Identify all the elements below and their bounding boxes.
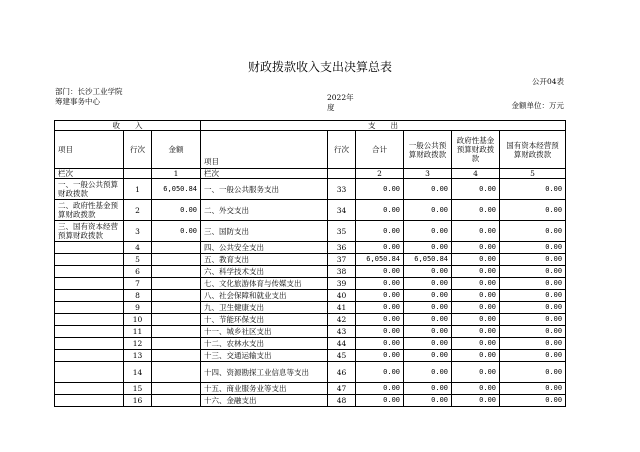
total-amount: 0.00: [356, 338, 404, 350]
total-amount: 0.00: [356, 266, 404, 278]
table-row: [55, 200, 566, 221]
total-amount: 6,050.84: [356, 254, 404, 266]
income-amount: [152, 383, 201, 395]
state-capital-amount: 0.00: [500, 338, 566, 350]
expense-row-no: 43: [328, 326, 356, 338]
table-row: [55, 362, 566, 383]
expense-item: 二、外交支出: [201, 200, 328, 221]
general-budget-amount: 0.00: [404, 266, 452, 278]
total-amount: 0.00: [356, 278, 404, 290]
income-row-no: 2: [124, 200, 152, 221]
income-item: [55, 350, 124, 362]
income-amount: [152, 302, 201, 314]
general-budget-amount: 0.00: [404, 302, 452, 314]
expense-row-no: 36: [328, 242, 356, 254]
state-capital-amount: 0.00: [500, 242, 566, 254]
income-item: [55, 326, 124, 338]
index-expense-label: 栏次: [201, 169, 328, 179]
income-amount: [152, 350, 201, 362]
fund-budget-amount: 0.00: [452, 179, 500, 200]
general-budget-amount: 6,050.84: [404, 254, 452, 266]
total-amount: 0.00: [356, 290, 404, 302]
fund-budget-amount: 0.00: [452, 266, 500, 278]
expense-item: 九、卫生健康支出: [201, 302, 328, 314]
income-amount: 0.00: [152, 221, 201, 242]
state-capital-amount: 0.00: [500, 254, 566, 266]
table-row: [55, 254, 566, 266]
income-amount: [152, 395, 201, 407]
expense-item: 七、文化旅游体育与传媒支出: [201, 278, 328, 290]
expense-item: 三、国防支出: [201, 221, 328, 242]
fund-budget-amount: 0.00: [452, 200, 500, 221]
table-row: [55, 350, 566, 362]
income-amount: 6,050.84: [152, 179, 201, 200]
income-amount: [152, 290, 201, 302]
income-amount: [152, 278, 201, 290]
index-col-1: 1: [152, 169, 201, 179]
income-item: [55, 383, 124, 395]
state-capital-amount: 0.00: [500, 221, 566, 242]
index-col-3: 3: [404, 169, 452, 179]
table-row: [55, 338, 566, 350]
general-budget-amount: 0.00: [404, 179, 452, 200]
income-row-no-header: 行次: [124, 131, 152, 169]
general-budget-header: 一般公共预算财政拨款: [404, 131, 452, 169]
total-amount: 0.00: [356, 350, 404, 362]
income-row-no: 4: [124, 242, 152, 254]
expense-group-header: 支 出: [201, 121, 566, 131]
group-header-row: [55, 121, 566, 131]
income-item: [55, 314, 124, 326]
expense-row-no: 38: [328, 266, 356, 278]
general-budget-amount: 0.00: [404, 338, 452, 350]
income-item: [55, 242, 124, 254]
expense-item: 十四、资源勘探工业信息等支出: [201, 362, 328, 383]
fund-budget-amount: 0.00: [452, 395, 500, 407]
fiscal-year: 2022年度: [327, 93, 354, 112]
table-row: [55, 242, 566, 254]
expense-item: 十六、金融支出: [201, 395, 328, 407]
state-capital-amount: 0.00: [500, 278, 566, 290]
sheet-number: 公开04表: [531, 77, 564, 86]
total-amount: 0.00: [356, 383, 404, 395]
income-row-no: 6: [124, 266, 152, 278]
table-row: [55, 266, 566, 278]
fund-budget-amount: 0.00: [452, 383, 500, 395]
income-amount-header: 金额: [152, 131, 201, 169]
fund-budget-amount: 0.00: [452, 254, 500, 266]
fund-budget-header: 政府性基金预算财政拨款: [452, 131, 500, 169]
general-budget-amount: 0.00: [404, 314, 452, 326]
income-amount: [152, 314, 201, 326]
fund-budget-amount: 0.00: [452, 350, 500, 362]
index-row: [55, 169, 566, 179]
general-budget-amount: 0.00: [404, 383, 452, 395]
column-header-row: [55, 131, 566, 169]
expense-item: 一、一般公共服务支出: [201, 179, 328, 200]
table-row: [55, 278, 566, 290]
income-group-header: 收 入: [55, 121, 201, 131]
expense-item-header: 项目: [201, 131, 328, 169]
expense-item: 十五、商业服务业等支出: [201, 383, 328, 395]
general-budget-amount: 0.00: [404, 395, 452, 407]
total-amount: 0.00: [356, 302, 404, 314]
table-row: [55, 383, 566, 395]
state-capital-amount: 0.00: [500, 362, 566, 383]
index-col-5: 5: [500, 169, 566, 179]
report-title: 财政拨款收入支出决算总表: [247, 60, 392, 74]
general-budget-amount: 0.00: [404, 221, 452, 242]
expense-row-no: 41: [328, 302, 356, 314]
table-row: [55, 290, 566, 302]
income-amount: [152, 326, 201, 338]
table-row: [55, 326, 566, 338]
income-item: [55, 395, 124, 407]
table-row: [55, 302, 566, 314]
fund-budget-amount: 0.00: [452, 221, 500, 242]
income-row-no: 14: [124, 362, 152, 383]
fund-budget-amount: 0.00: [452, 290, 500, 302]
income-row-no: 5: [124, 254, 152, 266]
expense-item: 八、社会保障和就业支出: [201, 290, 328, 302]
state-capital-amount: 0.00: [500, 290, 566, 302]
state-capital-amount: 0.00: [500, 350, 566, 362]
income-row-no: 1: [124, 179, 152, 200]
expense-row-no: 37: [328, 254, 356, 266]
amount-unit: 金额单位：万元: [511, 101, 564, 110]
table-row: [55, 395, 566, 407]
fund-budget-amount: 0.00: [452, 338, 500, 350]
income-row-no: 15: [124, 383, 152, 395]
income-item: 一、一般公共预算财政拨款: [55, 179, 124, 200]
total-amount: 0.00: [356, 179, 404, 200]
income-row-no: 9: [124, 302, 152, 314]
income-amount: [152, 266, 201, 278]
income-item: [55, 290, 124, 302]
expense-row-no: 46: [328, 362, 356, 383]
expense-row-no: 45: [328, 350, 356, 362]
income-item: 二、政府性基金预算财政拨款: [55, 200, 124, 221]
expense-row-no: 48: [328, 395, 356, 407]
fund-budget-amount: 0.00: [452, 326, 500, 338]
income-row-no: 12: [124, 338, 152, 350]
expense-item: 四、公共安全支出: [201, 242, 328, 254]
expense-row-no: 33: [328, 179, 356, 200]
income-amount: [152, 362, 201, 383]
expense-row-no: 35: [328, 221, 356, 242]
fund-budget-amount: 0.00: [452, 302, 500, 314]
expense-item: 五、教育支出: [201, 254, 328, 266]
total-amount: 0.00: [356, 362, 404, 383]
expense-row-no-header: 行次: [328, 131, 356, 169]
general-budget-amount: 0.00: [404, 350, 452, 362]
income-item: [55, 254, 124, 266]
income-amount: [152, 254, 201, 266]
general-budget-amount: 0.00: [404, 200, 452, 221]
table-row: [55, 314, 566, 326]
table-row: [55, 179, 566, 200]
income-amount: 0.00: [152, 200, 201, 221]
state-capital-amount: 0.00: [500, 200, 566, 221]
income-row-no: 16: [124, 395, 152, 407]
general-budget-amount: 0.00: [404, 290, 452, 302]
income-amount: [152, 338, 201, 350]
income-row-no: 13: [124, 350, 152, 362]
income-item: [55, 362, 124, 383]
state-capital-amount: 0.00: [500, 395, 566, 407]
fund-budget-amount: 0.00: [452, 314, 500, 326]
income-item: [55, 266, 124, 278]
expense-row-no: 44: [328, 338, 356, 350]
expense-item: 十三、交通运输支出: [201, 350, 328, 362]
state-capital-amount: 0.00: [500, 266, 566, 278]
fund-budget-amount: 0.00: [452, 278, 500, 290]
total-amount: 0.00: [356, 395, 404, 407]
general-budget-amount: 0.00: [404, 278, 452, 290]
total-amount: 0.00: [356, 200, 404, 221]
income-item: 三、国有资本经营预算财政拨款: [55, 221, 124, 242]
expense-row-no: 40: [328, 290, 356, 302]
fund-budget-amount: 0.00: [452, 362, 500, 383]
state-capital-header: 国有资本经营预算财政拨款: [500, 131, 566, 169]
income-item-header: 项目: [55, 131, 124, 169]
income-item: [55, 302, 124, 314]
expense-row-no: 39: [328, 278, 356, 290]
general-budget-amount: 0.00: [404, 362, 452, 383]
department-label: 部门：长沙工业学院筹建事务中心: [55, 87, 123, 106]
income-row-no: 10: [124, 314, 152, 326]
income-amount: [152, 242, 201, 254]
state-capital-amount: 0.00: [500, 326, 566, 338]
income-item: [55, 338, 124, 350]
income-row-no: 7: [124, 278, 152, 290]
income-row-no: 11: [124, 326, 152, 338]
index-col-4: 4: [452, 169, 500, 179]
general-budget-amount: 0.00: [404, 326, 452, 338]
expense-row-no: 47: [328, 383, 356, 395]
index-label: 栏次: [55, 169, 124, 179]
total-header: 合计: [356, 131, 404, 169]
fund-budget-amount: 0.00: [452, 242, 500, 254]
expense-item: 十一、城乡社区支出: [201, 326, 328, 338]
total-amount: 0.00: [356, 326, 404, 338]
expense-row-no: 34: [328, 200, 356, 221]
expense-item: 十二、农林水支出: [201, 338, 328, 350]
expense-item: 六、科学技术支出: [201, 266, 328, 278]
income-row-no: 8: [124, 290, 152, 302]
state-capital-amount: 0.00: [500, 314, 566, 326]
state-capital-amount: 0.00: [500, 302, 566, 314]
expense-item: 十、节能环保支出: [201, 314, 328, 326]
total-amount: 0.00: [356, 221, 404, 242]
index-col-2: 2: [356, 169, 404, 179]
total-amount: 0.00: [356, 314, 404, 326]
state-capital-amount: 0.00: [500, 383, 566, 395]
budget-summary-table: [54, 120, 566, 407]
table-row: [55, 221, 566, 242]
income-row-no: 3: [124, 221, 152, 242]
income-item: [55, 278, 124, 290]
total-amount: 0.00: [356, 242, 404, 254]
state-capital-amount: 0.00: [500, 179, 566, 200]
expense-row-no: 42: [328, 314, 356, 326]
general-budget-amount: 0.00: [404, 242, 452, 254]
